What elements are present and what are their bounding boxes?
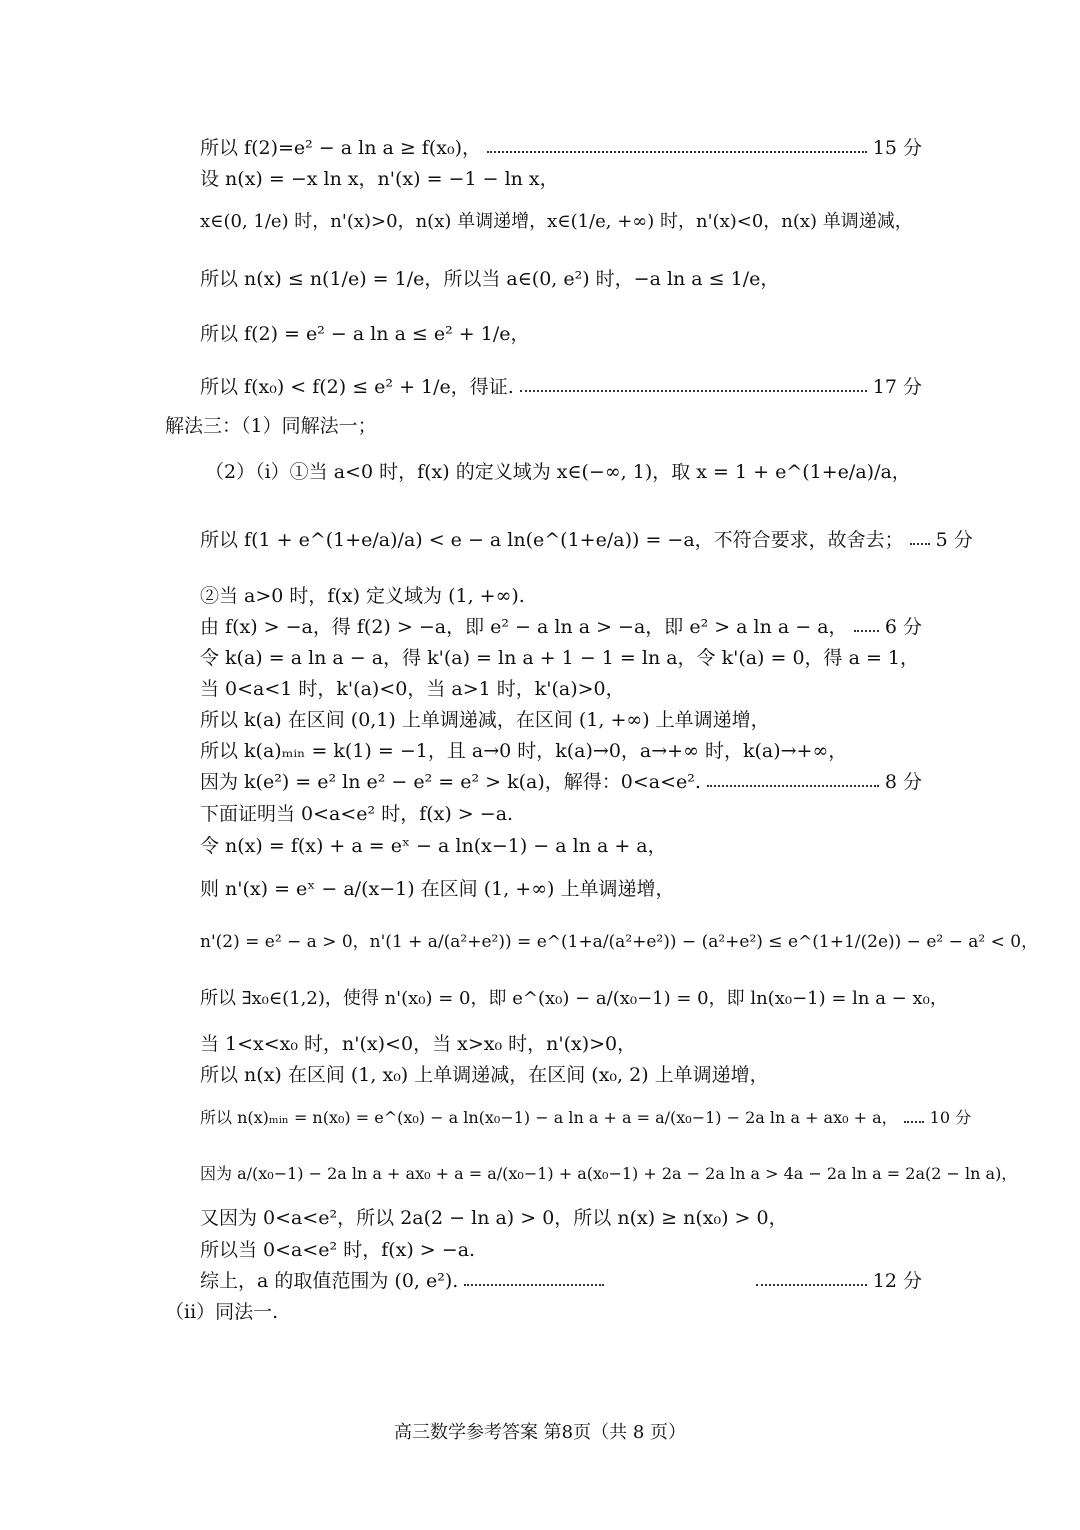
solution-line (200, 985, 948, 1013)
solution-line (205, 458, 927, 486)
solution-line (200, 1061, 922, 1089)
solution-line (200, 768, 922, 796)
line-text: x∈(0, 1/e) 时，n'(x)>0，n(x) 单调递增，x∈(1/e, +∞) 时，n'(x)<0，n(x) 单调递减， (200, 211, 913, 232)
solution-line (200, 1267, 922, 1295)
dot-leader (520, 390, 867, 392)
method-heading (165, 412, 887, 440)
solution-line (200, 800, 922, 828)
dot-leader (756, 1284, 866, 1286)
line-text: 所以 k(a)ₘᵢₙ = k(1) = −1，且 a→0 时，k(a)→0，a→+∞ 时，k(a)→+∞， (200, 740, 848, 762)
solution-line (165, 1298, 887, 1326)
line-text: （2）（i）①当 a<0 时，f(x) 的定义域为 x∈(−∞, 1)，取 x = 1 + e^(1+e/a)/a， (205, 461, 911, 483)
solution-line (200, 165, 922, 193)
solution-line (200, 832, 922, 860)
solution-line (200, 582, 922, 610)
solution-line (200, 265, 922, 293)
dot-leader (707, 785, 879, 787)
line-text: 当 1<x<x₀ 时，n'(x)<0，当 x>x₀ 时，n'(x)>0， (200, 1033, 637, 1055)
solution-line (200, 1104, 972, 1132)
page-footer: 高三数学参考答案 第8页（共 8 页） (393, 1422, 687, 1443)
solution-line (200, 1160, 1018, 1188)
score-points: 6 分 (884, 616, 922, 638)
score-points: 15 分 (872, 137, 922, 159)
solution-line (200, 928, 1039, 956)
solution-line (200, 644, 922, 672)
line-text: 所以当 0<a<e² 时，f(x) > −a. (200, 1239, 476, 1261)
line-text: 所以 k(a) 在区间 (0,1) 上单调递减，在区间 (1, +∞) 上单调递增， (200, 709, 770, 731)
solution-line (200, 1204, 922, 1232)
score-points: 17 分 (872, 376, 922, 398)
solution-line (200, 208, 922, 236)
line-text: n'(2) = e² − a > 0，n'(1 + a/(a²+e²)) = e^(1+a/(a²+e²)) − (a²+e²) ≤ e^(1+1/(2e)) − e² − a² < 0， (200, 932, 1039, 952)
solution-line (200, 373, 922, 401)
dot-leader (910, 543, 930, 545)
line-text: 因为 k(e²) = e² ln e² − e² = e² > k(a)，解得：0<a<e². (200, 771, 701, 793)
line-text: ②当 a>0 时，f(x) 定义域为 (1, +∞). (200, 585, 525, 607)
line-text: 则 n'(x) = eˣ − a/(x−1) 在区间 (1, +∞) 上单调递增， (200, 878, 675, 900)
score-points: 10 分 (929, 1108, 972, 1127)
dot-leader (854, 630, 879, 632)
solution-line (200, 613, 922, 641)
score-points: 5 分 (935, 529, 973, 551)
line-text: 令 k(a) = a ln a − a，得 k'(a) = ln a + 1 − 1 = ln a，令 k'(a) = 0，得 a = 1， (200, 647, 920, 669)
line-text: 所以 n(x) ≤ n(1/e) = 1/e，所以当 a∈(0, e²) 时，−a ln a ≤ 1/e， (200, 268, 780, 290)
dot-leader (487, 151, 867, 153)
line-text: 所以 ∃x₀∈(1,2)，使得 n'(x₀) = 0，即 e^(x₀) − a/(x₀−1) = 0，即 ln(x₀−1) = ln a − x₀， (200, 988, 948, 1009)
solution-line (200, 320, 922, 348)
line-text: （ii）同法一. (165, 1301, 279, 1323)
line-text: 又因为 0<a<e²，所以 2a(2 − ln a) > 0，所以 n(x) ≥ n(x₀) > 0， (200, 1207, 788, 1229)
solution-line (200, 1030, 922, 1058)
solution-line (200, 134, 922, 162)
solution-line (200, 737, 922, 765)
dot-leader (464, 1284, 604, 1286)
line-text: 所以 f(1 + e^(1+e/a)/a) < e − a ln(e^(1+e/a)) = −a，不符合要求，故舍去； (200, 529, 904, 551)
line-text: 综上，a 的取值范围为 (0, e²). (200, 1270, 459, 1292)
line-text: 设 n(x) = −x ln x，n'(x) = −1 − ln x， (200, 168, 559, 190)
line-text: 所以 f(2) = e² − a ln a ≤ e² + 1/e， (200, 323, 530, 345)
score-points: 12 分 (872, 1270, 922, 1292)
dot-leader (904, 1121, 924, 1123)
line-text: 所以 n(x) 在区间 (1, x₀) 上单调递减，在区间 (x₀, 2) 上单调递增， (200, 1064, 769, 1086)
line-text: 解法三：（1）同解法一； (165, 415, 377, 437)
solution-line (200, 526, 973, 554)
line-text: 下面证明当 0<a<e² 时，f(x) > −a. (200, 803, 514, 825)
solution-line (200, 675, 922, 703)
line-text: 所以 f(x₀) < f(2) ≤ e² + 1/e，得证. (200, 376, 514, 398)
solution-line (200, 706, 922, 734)
solution-line (200, 1236, 922, 1264)
score-points: 8 分 (884, 771, 922, 793)
line-text: 当 0<a<1 时，k'(a)<0，当 a>1 时，k'(a)>0， (200, 678, 625, 700)
line-text: 由 f(x) > −a，得 f(2) > −a，即 e² − a ln a > −a，即 e² > a ln a − a， (200, 616, 848, 638)
solution-line (200, 875, 922, 903)
line-text: 因为 a/(x₀−1) − 2a ln a + ax₀ + a = a/(x₀−1) + a(x₀−1) + 2a − 2a ln a > 4a − 2a ln a = 2a(2 − ln a)， (200, 1164, 1018, 1183)
line-text: 所以 n(x)ₘᵢₙ = n(x₀) = e^(x₀) − a ln(x₀−1) − a ln a + a = a/(x₀−1) − 2a ln a + ax₀ + a， (200, 1108, 898, 1127)
line-text: 所以 f(2)=e² − a ln a ≥ f(x₀)， (200, 137, 482, 159)
line-text: 令 n(x) = f(x) + a = eˣ − a ln(x−1) − a ln a + a， (200, 835, 667, 857)
